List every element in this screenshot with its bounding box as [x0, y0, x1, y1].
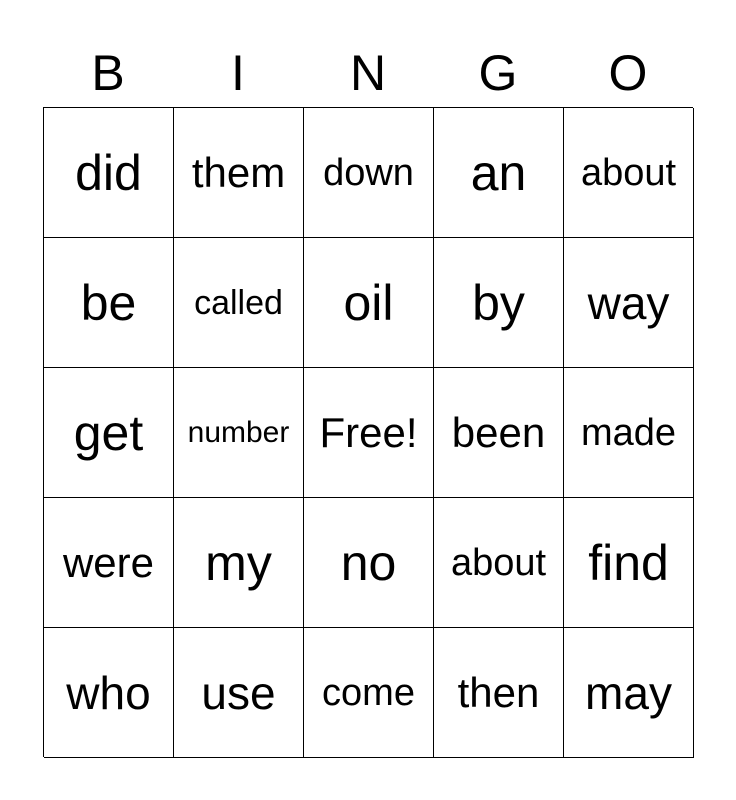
bingo-cell-r3-c4[interactable]: been: [434, 368, 564, 498]
bingo-board: [43, 107, 693, 757]
bingo-cell-r4-c1[interactable]: were: [44, 498, 174, 628]
header-letter-i: I: [231, 45, 245, 101]
bingo-cell-r2-c1[interactable]: be: [44, 238, 174, 368]
bingo-cell-r1-c2[interactable]: them: [174, 108, 304, 238]
bingo-cell-r1-c5[interactable]: about: [564, 108, 694, 238]
bingo-cell-r3-c3[interactable]: Free!: [304, 368, 434, 498]
bingo-cell-r4-c5[interactable]: find: [564, 498, 694, 628]
header-letter-n: N: [349, 45, 387, 101]
bingo-cell-r2-c3[interactable]: oil: [304, 238, 434, 368]
bingo-cell-r3-c5[interactable]: made: [564, 368, 694, 498]
header-letter-b: B: [91, 45, 125, 101]
header-letter-g: G: [478, 45, 518, 101]
header-letter-o: O: [608, 45, 648, 101]
bingo-cell-r3-c1[interactable]: get: [44, 368, 174, 498]
bingo-cell-r5-c3[interactable]: come: [304, 628, 434, 758]
bingo-cell-r1-c3[interactable]: down: [304, 108, 434, 238]
bingo-cell-r3-c2[interactable]: number: [174, 368, 304, 498]
bingo-cell-r4-c2[interactable]: my: [174, 498, 304, 628]
bingo-cell-r1-c1[interactable]: did: [44, 108, 174, 238]
bingo-cell-r5-c1[interactable]: who: [44, 628, 174, 758]
bingo-header: [43, 42, 693, 104]
bingo-cell-r5-c4[interactable]: then: [434, 628, 564, 758]
bingo-cell-r2-c4[interactable]: by: [434, 238, 564, 368]
bingo-cell-r5-c2[interactable]: use: [174, 628, 304, 758]
bingo-cell-r1-c4[interactable]: an: [434, 108, 564, 238]
bingo-cell-r4-c3[interactable]: no: [304, 498, 434, 628]
bingo-cell-r5-c5[interactable]: may: [564, 628, 694, 758]
bingo-cell-r2-c2[interactable]: called: [174, 238, 304, 368]
bingo-cell-r2-c5[interactable]: way: [564, 238, 694, 368]
bingo-cell-r4-c4[interactable]: about: [434, 498, 564, 628]
